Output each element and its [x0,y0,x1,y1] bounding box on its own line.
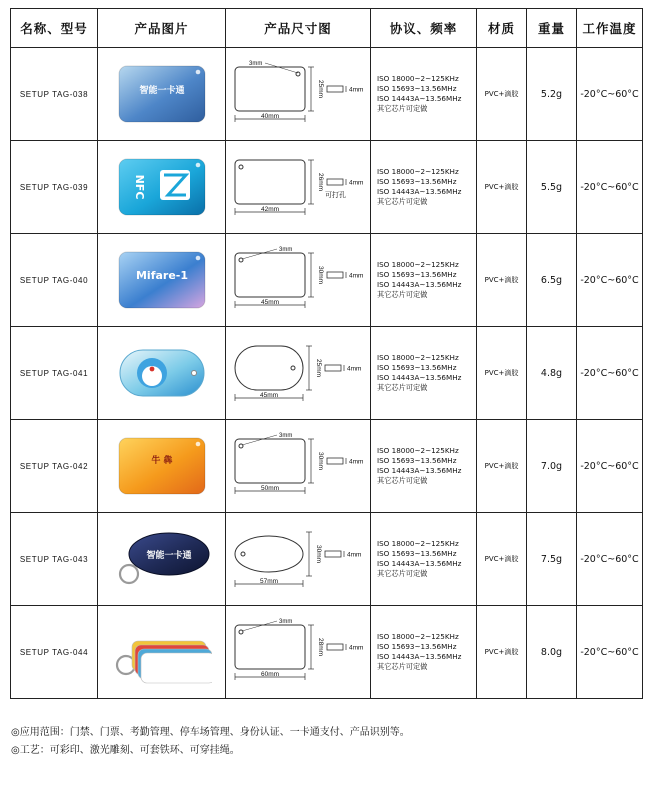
header-weight: 重量 [527,9,577,48]
tag-photo [112,615,212,689]
tag-photo [112,150,212,224]
tag-print-text: Mifare-1 [135,269,188,282]
protocol-line: ISO 14443A~13.56MHz [377,559,462,568]
dimension-drawing [229,429,367,503]
header-model: 名称、型号 [11,9,98,48]
side-view [325,365,341,371]
protocol-cell [371,420,477,513]
tag-outline [235,439,305,483]
temperature-cell: -20°C~60°C [577,606,643,699]
weight-cell: 7.5g [527,513,577,606]
thickness-label: 4mm [349,86,364,94]
material-cell: PVC+滴胶 [477,420,527,513]
length-label: 40mm [260,113,280,120]
photo-cell [98,141,226,234]
tag-outline [235,160,305,204]
photo-cell [98,48,226,141]
protocol-line: 其它芯片可定做 [377,476,428,485]
tag-outline [235,625,305,669]
product-row [11,141,643,234]
material-cell: PVC+滴胶 [477,513,527,606]
stacked-tag [141,653,212,683]
tag-photo [112,429,212,503]
photo-cell [98,606,226,699]
weight-cell: 5.5g [527,141,577,234]
dimension-cell [226,234,371,327]
weight-cell: 4.8g [527,327,577,420]
tag-print-text: 智能一卡通 [145,551,192,561]
dimension-drawing [229,522,367,596]
model-cell: SETUP TAG-042 [11,420,98,513]
protocol-line: ISO 15693~13.56MHz [377,363,457,372]
width-label: 26mm [317,172,324,192]
model-cell: SETUP TAG-044 [11,606,98,699]
temperature-cell: -20°C~60°C [577,234,643,327]
craft-note: ◎工艺：可彩印、激光雕刻、可套铁环、可穿挂绳。 [11,745,240,756]
dimension-cell [226,327,371,420]
dimension-drawing [229,336,367,410]
hole-mark [195,163,200,168]
material-cell: PVC+滴胶 [477,48,527,141]
header-dimension: 产品尺寸图 [226,9,371,48]
tag-print-text: 智能一卡通 [138,86,185,96]
material-cell: PVC+滴胶 [477,327,527,420]
side-view [327,272,343,278]
hole-mark [239,630,243,634]
spec-table [10,8,643,699]
protocol-line: ISO 18000~2~125KHz [377,353,459,362]
length-label: 60mm [260,671,280,678]
tag-outline [235,346,303,390]
model-cell: SETUP TAG-040 [11,234,98,327]
weight-cell: 7.0g [527,420,577,513]
thickness-label: 4mm [349,644,364,652]
model-cell: SETUP TAG-039 [11,141,98,234]
temperature-cell: -20°C~60°C [577,420,643,513]
width-label: 25mm [317,79,324,99]
width-label: 30mm [317,451,324,471]
protocol-line: ISO 14443A~13.56MHz [377,280,462,289]
protocol-cell [371,141,477,234]
temperature-cell: -20°C~60°C [577,513,643,606]
key-ring [120,565,138,583]
punch-note: 可打孔 [325,192,346,199]
header-material: 材质 [477,9,527,48]
dimension-drawing [229,243,367,317]
protocol-line: ISO 18000~2~125KHz [377,632,459,641]
model-cell: SETUP TAG-038 [11,48,98,141]
hole-mark [239,444,243,448]
hole-mark [239,165,243,169]
thickness-label: 4mm [349,272,364,280]
hole-mark [195,70,200,75]
hole-label: 3mm [279,433,293,439]
tag-photo [112,522,212,596]
character-nose [149,367,154,372]
length-label: 45mm [259,392,279,399]
tag-photo [112,57,212,131]
temperature-cell: -20°C~60°C [577,48,643,141]
side-view [327,179,343,185]
material-cell: PVC+滴胶 [477,141,527,234]
protocol-line: ISO 14443A~13.56MHz [377,466,462,475]
tag-photo [112,336,212,410]
protocol-cell [371,327,477,420]
header-row [11,9,643,48]
product-row [11,327,643,420]
protocol-line: ISO 18000~2~125KHz [377,539,459,548]
product-row [11,234,643,327]
hole-mark [191,371,196,376]
tag-print-text: NFC [132,174,146,200]
tag-outline [235,67,305,111]
length-label: 42mm [260,206,280,213]
protocol-line: ISO 18000~2~125KHz [377,74,459,83]
dimension-cell [226,141,371,234]
protocol-line: 其它芯片可定做 [377,662,428,671]
photo-cell [98,327,226,420]
protocol-line: ISO 15693~13.56MHz [377,642,457,651]
hole-mark [241,552,245,556]
product-row [11,606,643,699]
protocol-line: 其它芯片可定做 [377,104,428,113]
dimension-drawing [229,615,367,689]
dimension-cell [226,606,371,699]
thickness-label: 4mm [347,551,362,559]
hole-mark [239,258,243,262]
protocol-line: 其它芯片可定做 [377,197,428,206]
protocol-line: ISO 18000~2~125KHz [377,446,459,455]
width-label: 25mm [315,358,322,378]
hole-label: 3mm [249,61,263,67]
header-protocol: 协议、频率 [371,9,477,48]
hole-mark [291,366,295,370]
photo-cell [98,513,226,606]
protocol-line: ISO 14443A~13.56MHz [377,373,462,382]
material-cell: PVC+滴胶 [477,606,527,699]
protocol-line: ISO 14443A~13.56MHz [377,187,462,196]
length-label: 50mm [260,485,280,492]
protocol-line: 其它芯片可定做 [377,383,428,392]
dimension-drawing [229,150,367,224]
side-view [327,644,343,650]
tag-print-text: 牛 犇 [150,456,173,466]
dimension-cell [226,420,371,513]
thickness-label: 4mm [347,365,362,373]
header-temperature: 工作温度 [577,9,643,48]
protocol-cell [371,513,477,606]
protocol-cell [371,234,477,327]
weight-cell: 6.5g [527,234,577,327]
tag-photo [112,243,212,317]
protocol-line: 其它芯片可定做 [377,569,428,578]
weight-cell: 8.0g [527,606,577,699]
photo-cell [98,420,226,513]
width-label: 28mm [317,637,324,657]
protocol-cell [371,48,477,141]
side-view [327,86,343,92]
temperature-cell: -20°C~60°C [577,141,643,234]
protocol-line: ISO 14443A~13.56MHz [377,652,462,661]
weight-cell: 5.2g [527,48,577,141]
side-view [325,551,341,557]
side-view [327,458,343,464]
protocol-line: ISO 18000~2~125KHz [377,167,459,176]
thickness-label: 4mm [349,458,364,466]
dimension-drawing [229,57,367,131]
protocol-line: ISO 15693~13.56MHz [377,549,457,558]
protocol-line: 其它芯片可定做 [377,290,428,299]
product-row [11,513,643,606]
protocol-line: ISO 18000~2~125KHz [377,260,459,269]
product-row [11,48,643,141]
product-row [11,420,643,513]
hole-label: 3mm [279,247,293,253]
protocol-line: ISO 15693~13.56MHz [377,456,457,465]
header-photo: 产品图片 [98,9,226,48]
protocol-cell [371,606,477,699]
hole-mark [195,256,200,261]
temperature-cell: -20°C~60°C [577,327,643,420]
tag-outline [235,253,305,297]
material-cell: PVC+滴胶 [477,234,527,327]
notes [11,724,410,760]
dimension-cell [226,48,371,141]
photo-cell [98,234,226,327]
hole-mark [195,442,200,447]
model-cell: SETUP TAG-043 [11,513,98,606]
width-label: 30mm [315,544,322,564]
hole-label: 3mm [279,619,293,625]
protocol-line: ISO 15693~13.56MHz [377,177,457,186]
protocol-line: ISO 15693~13.56MHz [377,84,457,93]
protocol-line: ISO 15693~13.56MHz [377,270,457,279]
width-label: 30mm [317,265,324,285]
model-cell: SETUP TAG-041 [11,327,98,420]
tag-body [119,438,205,494]
length-label: 45mm [260,299,280,306]
application-note: ◎应用范围：门禁、门票、考勤管理、停车场管理、身份认证、一卡通支付、产品识别等。 [11,727,410,738]
thickness-label: 4mm [349,179,364,187]
protocol-line: ISO 14443A~13.56MHz [377,94,462,103]
length-label: 57mm [259,578,279,585]
dimension-cell [226,513,371,606]
